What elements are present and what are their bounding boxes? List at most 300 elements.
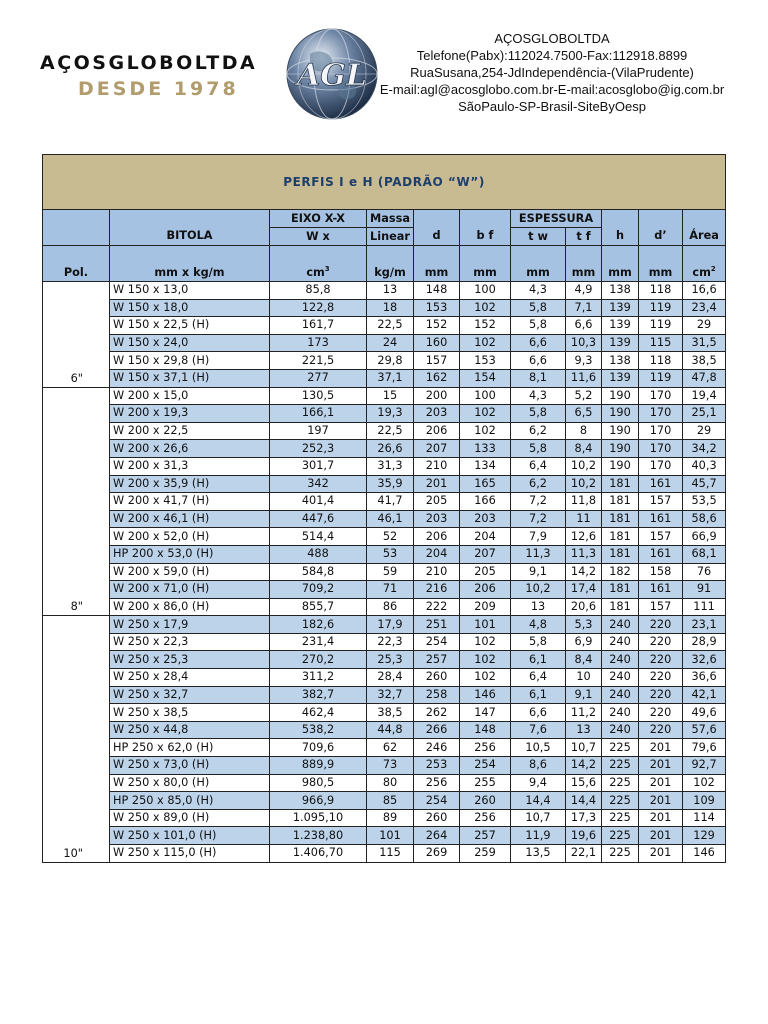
value-cell: 7,6 — [511, 721, 566, 739]
table-row — [43, 528, 726, 546]
table-row — [43, 845, 726, 863]
value-cell: 1.095,10 — [270, 809, 367, 827]
bitola-cell: W 250 x 44,8 — [110, 721, 270, 739]
value-cell: 170 — [639, 457, 683, 475]
value-cell: 277 — [270, 369, 367, 387]
table-row — [43, 827, 726, 845]
value-cell: 32,7 — [367, 686, 414, 704]
value-cell: 220 — [639, 669, 683, 687]
value-cell: 980,5 — [270, 774, 367, 792]
header-mm-tf: mm — [566, 246, 602, 282]
value-cell: 80 — [367, 774, 414, 792]
table-row — [43, 510, 726, 528]
value-cell: 246 — [414, 739, 460, 757]
value-cell: 9,1 — [566, 686, 602, 704]
value-cell: 31,5 — [683, 334, 726, 352]
pol-size: 6" — [43, 282, 110, 388]
header-h: h — [602, 228, 639, 246]
value-cell: 153 — [414, 299, 460, 317]
value-cell: 251 — [414, 616, 460, 634]
value-cell: 22,3 — [367, 633, 414, 651]
value-cell: 201 — [639, 845, 683, 863]
header-cell — [43, 228, 110, 246]
value-cell: 22,5 — [367, 317, 414, 335]
value-cell: 201 — [639, 827, 683, 845]
header-mm-dprime: mm — [639, 246, 683, 282]
value-cell: 197 — [270, 422, 367, 440]
value-cell: 134 — [460, 457, 511, 475]
bitola-cell: W 150 x 24,0 — [110, 334, 270, 352]
value-cell: 102 — [460, 651, 511, 669]
value-cell: 6,2 — [511, 475, 566, 493]
value-cell: 514,4 — [270, 528, 367, 546]
value-cell: 152 — [460, 317, 511, 335]
value-cell: 216 — [414, 581, 460, 599]
value-cell: 254 — [414, 792, 460, 810]
value-cell: 4,3 — [511, 387, 566, 405]
contact-email: E-mail:agl@acosglobo.com.br-E-mail:acosglobo@ig.com.br — [379, 82, 725, 97]
value-cell: 59 — [367, 563, 414, 581]
value-cell: 101 — [367, 827, 414, 845]
table-row — [43, 493, 726, 511]
value-cell: 38,5 — [367, 704, 414, 722]
value-cell: 15,6 — [566, 774, 602, 792]
value-cell: 220 — [639, 616, 683, 634]
header-row-2 — [43, 228, 726, 246]
header-cell — [683, 210, 726, 228]
value-cell: 161 — [639, 475, 683, 493]
header-cm2 — [683, 246, 726, 282]
value-cell: 889,9 — [270, 757, 367, 775]
header-cm2-exp: 2 — [710, 265, 716, 274]
value-cell: 147 — [460, 704, 511, 722]
value-cell: 53,5 — [683, 493, 726, 511]
value-cell: 148 — [460, 721, 511, 739]
value-cell: 46,1 — [367, 510, 414, 528]
header-cell — [602, 210, 639, 228]
value-cell: 225 — [602, 757, 639, 775]
value-cell: 92,7 — [683, 757, 726, 775]
value-cell: 10,3 — [566, 334, 602, 352]
table-row — [43, 704, 726, 722]
value-cell: 203 — [414, 405, 460, 423]
value-cell: 139 — [602, 299, 639, 317]
value-cell: 119 — [639, 299, 683, 317]
value-cell: 133 — [460, 440, 511, 458]
value-cell: 49,6 — [683, 704, 726, 722]
table-row — [43, 774, 726, 792]
value-cell: 102 — [460, 633, 511, 651]
table-row — [43, 633, 726, 651]
value-cell: 201 — [639, 792, 683, 810]
value-cell: 11,3 — [566, 545, 602, 563]
value-cell: 8,4 — [566, 651, 602, 669]
value-cell: 91 — [683, 581, 726, 599]
value-cell: 204 — [460, 528, 511, 546]
value-cell: 157 — [639, 598, 683, 616]
value-cell: 462,4 — [270, 704, 367, 722]
value-cell: 122,8 — [270, 299, 367, 317]
header-cell — [110, 210, 270, 228]
table-row — [43, 440, 726, 458]
value-cell: 129 — [683, 827, 726, 845]
value-cell: 182 — [602, 563, 639, 581]
value-cell: 166,1 — [270, 405, 367, 423]
value-cell: 162 — [414, 369, 460, 387]
value-cell: 86 — [367, 598, 414, 616]
value-cell: 220 — [639, 651, 683, 669]
bitola-cell: W 250 x 80,0 (H) — [110, 774, 270, 792]
value-cell: 6,2 — [511, 422, 566, 440]
value-cell: 23,1 — [683, 616, 726, 634]
pol-size: 10" — [43, 616, 110, 862]
value-cell: 62 — [367, 739, 414, 757]
contact-address: RuaSusana,254-JdIndependência-(VilaPrudente) — [410, 65, 694, 80]
value-cell: 89 — [367, 809, 414, 827]
value-cell: 584,8 — [270, 563, 367, 581]
table-row — [43, 598, 726, 616]
header-mm-h: mm — [602, 246, 639, 282]
value-cell: 182,6 — [270, 616, 367, 634]
contact-info — [372, 30, 732, 115]
value-cell: 7,1 — [566, 299, 602, 317]
header-pol: Pol. — [43, 246, 110, 282]
value-cell: 139 — [602, 334, 639, 352]
bitola-cell: W 200 x 71,0 (H) — [110, 581, 270, 599]
value-cell: 166 — [460, 493, 511, 511]
value-cell: 9,3 — [566, 352, 602, 370]
value-cell: 240 — [602, 721, 639, 739]
bitola-cell: W 250 x 89,0 (H) — [110, 809, 270, 827]
value-cell: 15 — [367, 387, 414, 405]
value-cell: 206 — [414, 528, 460, 546]
value-cell: 240 — [602, 704, 639, 722]
bitola-cell: W 200 x 46,1 (H) — [110, 510, 270, 528]
header-row-3 — [43, 246, 726, 282]
value-cell: 17,4 — [566, 581, 602, 599]
value-cell: 35,9 — [367, 475, 414, 493]
value-cell: 37,1 — [367, 369, 414, 387]
value-cell: 1.406,70 — [270, 845, 367, 863]
value-cell: 148 — [414, 282, 460, 300]
value-cell: 8,6 — [511, 757, 566, 775]
value-cell: 258 — [414, 686, 460, 704]
value-cell: 254 — [460, 757, 511, 775]
value-cell: 240 — [602, 651, 639, 669]
value-cell: 23,4 — [683, 299, 726, 317]
value-cell: 18 — [367, 299, 414, 317]
bitola-cell: W 250 x 38,5 — [110, 704, 270, 722]
bitola-cell: W 150 x 22,5 (H) — [110, 317, 270, 335]
value-cell: 17,9 — [367, 616, 414, 634]
bitola-cell: W 250 x 115,0 (H) — [110, 845, 270, 863]
value-cell: 111 — [683, 598, 726, 616]
value-cell: 259 — [460, 845, 511, 863]
table-row — [43, 757, 726, 775]
value-cell: 5,8 — [511, 440, 566, 458]
value-cell: 161 — [639, 581, 683, 599]
value-cell: 11,2 — [566, 704, 602, 722]
bitola-cell: W 200 x 19,3 — [110, 405, 270, 423]
value-cell: 157 — [414, 352, 460, 370]
value-cell: 11,3 — [511, 545, 566, 563]
table-row — [43, 299, 726, 317]
value-cell: 5,2 — [566, 387, 602, 405]
bitola-cell: W 200 x 26,6 — [110, 440, 270, 458]
header-bf: b f — [460, 228, 511, 246]
table-row — [43, 457, 726, 475]
header-mmkg: mm x kg/m — [110, 246, 270, 282]
value-cell: 165 — [460, 475, 511, 493]
value-cell: 206 — [460, 581, 511, 599]
value-cell: 19,4 — [683, 387, 726, 405]
value-cell: 181 — [602, 581, 639, 599]
bitola-cell: W 250 x 17,9 — [110, 616, 270, 634]
value-cell: 190 — [602, 422, 639, 440]
value-cell: 221,5 — [270, 352, 367, 370]
value-cell: 10,5 — [511, 739, 566, 757]
bitola-cell: W 200 x 86,0 (H) — [110, 598, 270, 616]
value-cell: 181 — [602, 528, 639, 546]
table-row — [43, 387, 726, 405]
value-cell: 32,6 — [683, 651, 726, 669]
table-row — [43, 282, 726, 300]
value-cell: 138 — [602, 282, 639, 300]
value-cell: 342 — [270, 475, 367, 493]
value-cell: 225 — [602, 739, 639, 757]
value-cell: 12,6 — [566, 528, 602, 546]
value-cell: 118 — [639, 352, 683, 370]
value-cell: 66,9 — [683, 528, 726, 546]
value-cell: 25,1 — [683, 405, 726, 423]
table-row — [43, 721, 726, 739]
company-since: DESDE 1978 — [78, 78, 239, 100]
value-cell: 170 — [639, 422, 683, 440]
value-cell: 138 — [602, 352, 639, 370]
value-cell: 6,6 — [511, 334, 566, 352]
bitola-cell: W 250 x 32,7 — [110, 686, 270, 704]
value-cell: 225 — [602, 774, 639, 792]
bitola-cell: W 200 x 41,7 (H) — [110, 493, 270, 511]
bitola-cell: W 200 x 31,3 — [110, 457, 270, 475]
table-row — [43, 686, 726, 704]
value-cell: 255 — [460, 774, 511, 792]
header-mm-bf: mm — [460, 246, 511, 282]
bitola-cell: W 250 x 22,3 — [110, 633, 270, 651]
value-cell: 157 — [639, 493, 683, 511]
value-cell: 382,7 — [270, 686, 367, 704]
header-eixo: EIXO X-X — [270, 210, 367, 228]
value-cell: 40,3 — [683, 457, 726, 475]
value-cell: 22,5 — [367, 422, 414, 440]
bitola-cell: HP 200 x 53,0 (H) — [110, 545, 270, 563]
value-cell: 19,3 — [367, 405, 414, 423]
value-cell: 4,8 — [511, 616, 566, 634]
value-cell: 204 — [414, 545, 460, 563]
table-row — [43, 581, 726, 599]
value-cell: 7,2 — [511, 493, 566, 511]
value-cell: 270,2 — [270, 651, 367, 669]
value-cell: 31,3 — [367, 457, 414, 475]
value-cell: 5,8 — [511, 317, 566, 335]
value-cell: 42,1 — [683, 686, 726, 704]
value-cell: 225 — [602, 809, 639, 827]
value-cell: 6,4 — [511, 669, 566, 687]
value-cell: 41,7 — [367, 493, 414, 511]
header-area: Área — [683, 228, 726, 246]
value-cell: 161 — [639, 545, 683, 563]
value-cell: 966,9 — [270, 792, 367, 810]
value-cell: 119 — [639, 369, 683, 387]
bitola-cell: W 150 x 18,0 — [110, 299, 270, 317]
company-brand — [40, 52, 260, 100]
value-cell: 210 — [414, 457, 460, 475]
bitola-cell: W 250 x 101,0 (H) — [110, 827, 270, 845]
value-cell: 10,7 — [511, 809, 566, 827]
value-cell: 13,5 — [511, 845, 566, 863]
value-cell: 101 — [460, 616, 511, 634]
value-cell: 209 — [460, 598, 511, 616]
value-cell: 190 — [602, 405, 639, 423]
value-cell: 6,1 — [511, 686, 566, 704]
value-cell: 225 — [602, 792, 639, 810]
value-cell: 256 — [414, 774, 460, 792]
table-row — [43, 616, 726, 634]
pol-size: 8" — [43, 387, 110, 616]
value-cell: 190 — [602, 387, 639, 405]
table-row — [43, 334, 726, 352]
value-cell: 173 — [270, 334, 367, 352]
value-cell: 161,7 — [270, 317, 367, 335]
value-cell: 16,6 — [683, 282, 726, 300]
header-dprime: d’ — [639, 228, 683, 246]
value-cell: 203 — [460, 510, 511, 528]
value-cell: 146 — [683, 845, 726, 863]
bitola-cell: W 150 x 37,1 (H) — [110, 369, 270, 387]
value-cell: 257 — [414, 651, 460, 669]
value-cell: 203 — [414, 510, 460, 528]
value-cell: 201 — [639, 757, 683, 775]
value-cell: 264 — [414, 827, 460, 845]
bitola-cell: W 200 x 59,0 (H) — [110, 563, 270, 581]
value-cell: 115 — [367, 845, 414, 863]
table-row — [43, 739, 726, 757]
value-cell: 158 — [639, 563, 683, 581]
value-cell: 181 — [602, 598, 639, 616]
value-cell: 6,4 — [511, 457, 566, 475]
bitola-cell: W 250 x 73,0 (H) — [110, 757, 270, 775]
value-cell: 709,6 — [270, 739, 367, 757]
bitola-cell: W 250 x 28,4 — [110, 669, 270, 687]
value-cell: 6,5 — [566, 405, 602, 423]
value-cell: 181 — [602, 545, 639, 563]
table-row — [43, 352, 726, 370]
value-cell: 22,1 — [566, 845, 602, 863]
table-row — [43, 369, 726, 387]
header-wx: W x — [270, 228, 367, 246]
value-cell: 220 — [639, 686, 683, 704]
contact-company: AÇOSGLOBOLTDA — [494, 31, 610, 46]
value-cell: 102 — [460, 299, 511, 317]
value-cell: 269 — [414, 845, 460, 863]
value-cell: 311,2 — [270, 669, 367, 687]
value-cell: 301,7 — [270, 457, 367, 475]
value-cell: 240 — [602, 633, 639, 651]
value-cell: 119 — [639, 317, 683, 335]
value-cell: 10,2 — [566, 475, 602, 493]
header-row-1 — [43, 210, 726, 228]
value-cell: 36,6 — [683, 669, 726, 687]
table-row — [43, 405, 726, 423]
value-cell: 47,8 — [683, 369, 726, 387]
header-cell — [414, 210, 460, 228]
table-row — [43, 792, 726, 810]
value-cell: 44,8 — [367, 721, 414, 739]
value-cell: 53 — [367, 545, 414, 563]
header-massa: Massa — [367, 210, 414, 228]
value-cell: 160 — [414, 334, 460, 352]
value-cell: 71 — [367, 581, 414, 599]
value-cell: 262 — [414, 704, 460, 722]
value-cell: 205 — [460, 563, 511, 581]
value-cell: 10 — [566, 669, 602, 687]
value-cell: 207 — [460, 545, 511, 563]
value-cell: 102 — [460, 422, 511, 440]
header-cm3-exp: 3 — [324, 265, 330, 274]
bitola-cell: W 250 x 25,3 — [110, 651, 270, 669]
table-row — [43, 669, 726, 687]
value-cell: 220 — [639, 721, 683, 739]
value-cell: 85,8 — [270, 282, 367, 300]
value-cell: 115 — [639, 334, 683, 352]
header-cm2-unit: cm — [692, 266, 711, 279]
value-cell: 154 — [460, 369, 511, 387]
value-cell: 9,1 — [511, 563, 566, 581]
value-cell: 7,9 — [511, 528, 566, 546]
value-cell: 29 — [683, 422, 726, 440]
value-cell: 709,2 — [270, 581, 367, 599]
value-cell: 5,8 — [511, 299, 566, 317]
value-cell: 201 — [639, 774, 683, 792]
value-cell: 225 — [602, 827, 639, 845]
bitola-cell: HP 250 x 85,0 (H) — [110, 792, 270, 810]
bitola-cell: W 200 x 35,9 (H) — [110, 475, 270, 493]
table-row — [43, 809, 726, 827]
logo-text: AGL — [297, 58, 367, 93]
value-cell: 201 — [639, 809, 683, 827]
value-cell: 240 — [602, 669, 639, 687]
value-cell: 260 — [414, 809, 460, 827]
globe-logo — [282, 24, 382, 124]
value-cell: 4,3 — [511, 282, 566, 300]
value-cell: 220 — [639, 633, 683, 651]
value-cell: 13 — [367, 282, 414, 300]
value-cell: 170 — [639, 387, 683, 405]
value-cell: 130,5 — [270, 387, 367, 405]
header-tf: t f — [566, 228, 602, 246]
value-cell: 4,9 — [566, 282, 602, 300]
value-cell: 38,5 — [683, 352, 726, 370]
value-cell: 855,7 — [270, 598, 367, 616]
value-cell: 161 — [639, 510, 683, 528]
value-cell: 240 — [602, 686, 639, 704]
value-cell: 210 — [414, 563, 460, 581]
value-cell: 6,6 — [511, 352, 566, 370]
value-cell: 14,4 — [566, 792, 602, 810]
header-cm3-unit: cm — [306, 266, 325, 279]
value-cell: 401,4 — [270, 493, 367, 511]
value-cell: 29 — [683, 317, 726, 335]
